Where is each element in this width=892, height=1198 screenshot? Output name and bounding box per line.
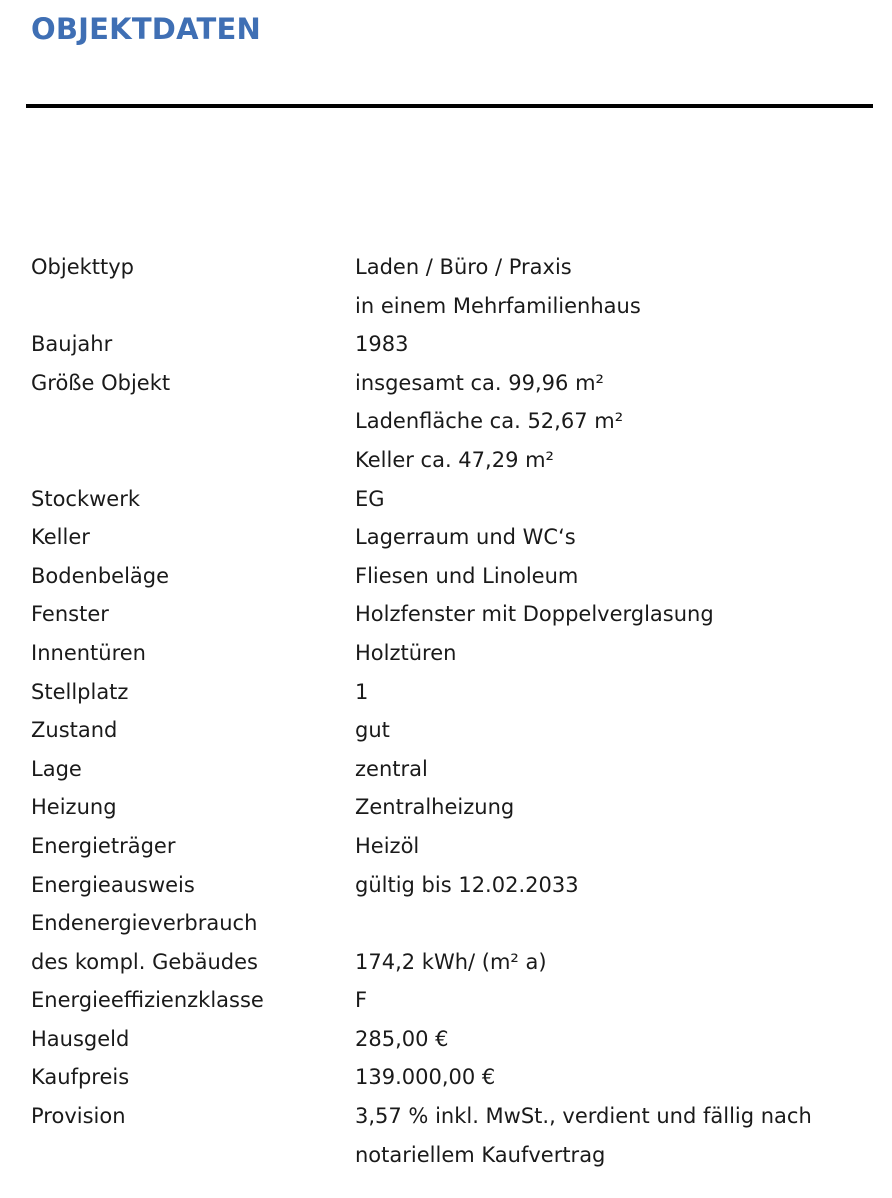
detail-value <box>355 1097 861 1174</box>
detail-row <box>31 788 861 827</box>
detail-value <box>355 904 861 943</box>
detail-label: Lage <box>31 756 82 781</box>
detail-value-line: Laden / Büro / Praxis <box>355 255 572 279</box>
detail-row <box>31 518 861 557</box>
detail-value-line: Zentralheizung <box>355 795 515 820</box>
detail-value-line: Holztüren <box>355 640 457 665</box>
detail-value <box>355 325 861 364</box>
detail-label: Bodenbeläge <box>31 563 170 588</box>
detail-label: Heizung <box>31 795 117 820</box>
detail-value <box>355 557 861 596</box>
detail-row <box>31 943 861 982</box>
detail-value-line: 1 <box>355 679 369 704</box>
detail-value <box>355 248 861 325</box>
detail-value-line: 285,00 € <box>355 1026 449 1051</box>
detail-value-line: Heizöl <box>355 833 420 858</box>
detail-row <box>31 1020 861 1059</box>
detail-row <box>31 480 861 519</box>
detail-label: Energieausweis <box>31 872 195 897</box>
detail-row <box>31 248 861 325</box>
detail-row <box>31 673 861 712</box>
detail-value <box>355 1058 861 1097</box>
detail-label: Keller <box>31 525 90 550</box>
detail-row <box>31 981 861 1020</box>
detail-row <box>31 595 861 634</box>
detail-value-line: gut <box>355 718 390 743</box>
detail-value <box>355 595 861 634</box>
detail-value <box>355 634 861 673</box>
detail-row <box>31 904 861 943</box>
detail-value-line: 1983 <box>355 332 409 357</box>
detail-label: Innentüren <box>31 640 146 665</box>
detail-row <box>31 866 861 905</box>
detail-value <box>355 943 861 982</box>
detail-label: Objekttyp <box>31 255 135 279</box>
detail-value-line <box>355 904 861 943</box>
detail-row <box>31 1058 861 1097</box>
detail-label: des kompl. Gebäudes <box>31 949 258 974</box>
detail-label: Energieeffizienzklasse <box>31 988 264 1013</box>
detail-label: Provision <box>31 1104 126 1129</box>
detail-value-line: in einem Mehrfamilienhaus <box>355 293 641 318</box>
detail-value <box>355 364 861 480</box>
detail-value <box>355 788 861 827</box>
detail-value-line: F <box>355 988 368 1013</box>
title-divider <box>26 104 873 108</box>
detail-value-line: Ladenfläche ca. 52,67 m² <box>355 409 624 434</box>
detail-value-line: Keller ca. 47,29 m² <box>355 447 554 472</box>
detail-value <box>355 750 861 789</box>
detail-label: Stockwerk <box>31 486 141 511</box>
detail-value <box>355 480 861 519</box>
detail-value-line: EG <box>355 486 385 511</box>
detail-row <box>31 750 861 789</box>
detail-value <box>355 711 861 750</box>
detail-value <box>355 1020 861 1059</box>
detail-value <box>355 866 861 905</box>
property-details-table <box>31 248 861 1174</box>
detail-row <box>31 827 861 866</box>
detail-value-line: Fliesen und Linoleum <box>355 563 579 588</box>
detail-label: Baujahr <box>31 332 113 357</box>
detail-value-line: gültig bis 12.02.2033 <box>355 872 579 897</box>
detail-value <box>355 827 861 866</box>
detail-value-line: insgesamt ca. 99,96 m² <box>355 370 604 395</box>
detail-row <box>31 634 861 673</box>
detail-label: Energieträger <box>31 833 176 858</box>
detail-label: Endenergieverbrauch <box>31 911 258 936</box>
detail-label: Größe Objekt <box>31 370 171 395</box>
detail-value <box>355 673 861 712</box>
detail-row <box>31 711 861 750</box>
detail-value-line: Holzfenster mit Doppelverglasung <box>355 602 714 627</box>
detail-label: Kaufpreis <box>31 1065 130 1090</box>
detail-value-line: notariellem Kaufvertrag <box>355 1142 606 1167</box>
page-title: OBJEKTDATEN <box>31 12 261 46</box>
detail-row <box>31 1097 861 1174</box>
detail-row <box>31 364 861 480</box>
detail-row <box>31 557 861 596</box>
detail-value-line: zentral <box>355 756 428 781</box>
detail-label: Hausgeld <box>31 1026 130 1051</box>
detail-value <box>355 981 861 1020</box>
detail-value-line: 3,57 % inkl. MwSt., verdient und fällig nach <box>355 1104 812 1129</box>
detail-label: Stellplatz <box>31 679 129 704</box>
detail-label: Zustand <box>31 718 118 743</box>
detail-label: Fenster <box>31 602 109 627</box>
detail-value-line: Lagerraum und WC‘s <box>355 525 576 550</box>
detail-value-line: 174,2 kWh/ (m² a) <box>355 949 547 974</box>
detail-row <box>31 325 861 364</box>
detail-value <box>355 518 861 557</box>
detail-value-line: 139.000,00 € <box>355 1065 496 1090</box>
